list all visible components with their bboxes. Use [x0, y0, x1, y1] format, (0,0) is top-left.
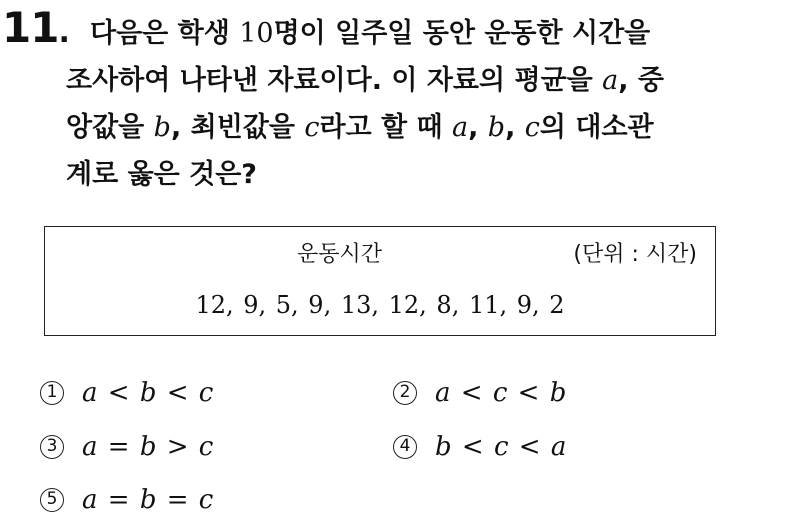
stem-line-4: 계로 옳은 것은? — [66, 159, 257, 190]
stem-text: 앙값을 — [66, 112, 154, 143]
choice-expression: b < c < a — [435, 432, 568, 462]
stem-line-3 — [66, 104, 786, 151]
stem-variable: b — [487, 112, 506, 143]
data-values: 12, 9, 5, 9, 13, 12, 8, 11, 9, 2 — [195, 291, 565, 319]
question-number-text: 11 — [2, 3, 59, 52]
stem-text: 의 대소관 — [539, 112, 654, 143]
stem-line-2 — [66, 57, 786, 104]
stem-variable: c — [304, 112, 320, 143]
choice-expression: a = b = c — [82, 485, 215, 515]
choice-mark-2-icon: 2 — [393, 381, 417, 405]
stem-variable: b — [153, 112, 171, 143]
choice-expression: a = b > c — [82, 432, 215, 462]
data-unit: (단위 : 시간) — [573, 242, 697, 267]
stem-text: 조사하여 나타낸 자료이다. 이 자료의 평균을 — [66, 65, 603, 96]
choice-2[interactable] — [393, 378, 567, 408]
stem-text: , 최빈값을 — [170, 112, 305, 143]
question-number — [2, 3, 69, 55]
stem-text: 다음은 학생 — [90, 18, 240, 49]
stem-line-1 — [90, 10, 786, 57]
choice-5[interactable] — [40, 485, 214, 515]
stem-text: , — [505, 112, 525, 143]
question-number-dot: . — [58, 15, 69, 50]
data-caption: 운동시간 — [297, 242, 383, 267]
choice-expression: a < b < c — [82, 378, 215, 408]
stem-text: 라고 할 때 — [319, 112, 452, 143]
stem-number: 10 — [239, 18, 274, 49]
question-stem — [66, 10, 786, 198]
stem-text: 명이 일주일 동안 운동한 시간을 — [273, 18, 651, 49]
choice-4[interactable] — [393, 432, 567, 462]
choice-expression: a < c < b — [435, 378, 568, 408]
stem-text: , 중 — [618, 65, 664, 96]
stem-text: , — [468, 112, 488, 143]
stem-variable: a — [452, 112, 469, 143]
choice-3[interactable] — [40, 432, 214, 462]
choice-mark-3-icon: 3 — [40, 435, 64, 459]
choice-mark-4-icon: 4 — [393, 435, 417, 459]
data-box — [44, 226, 716, 336]
stem-variable: a — [602, 65, 619, 96]
choice-mark-5-icon: 5 — [40, 488, 64, 512]
choice-1[interactable] — [40, 378, 214, 408]
stem-variable: c — [524, 112, 540, 143]
choice-mark-1-icon: 1 — [40, 381, 64, 405]
